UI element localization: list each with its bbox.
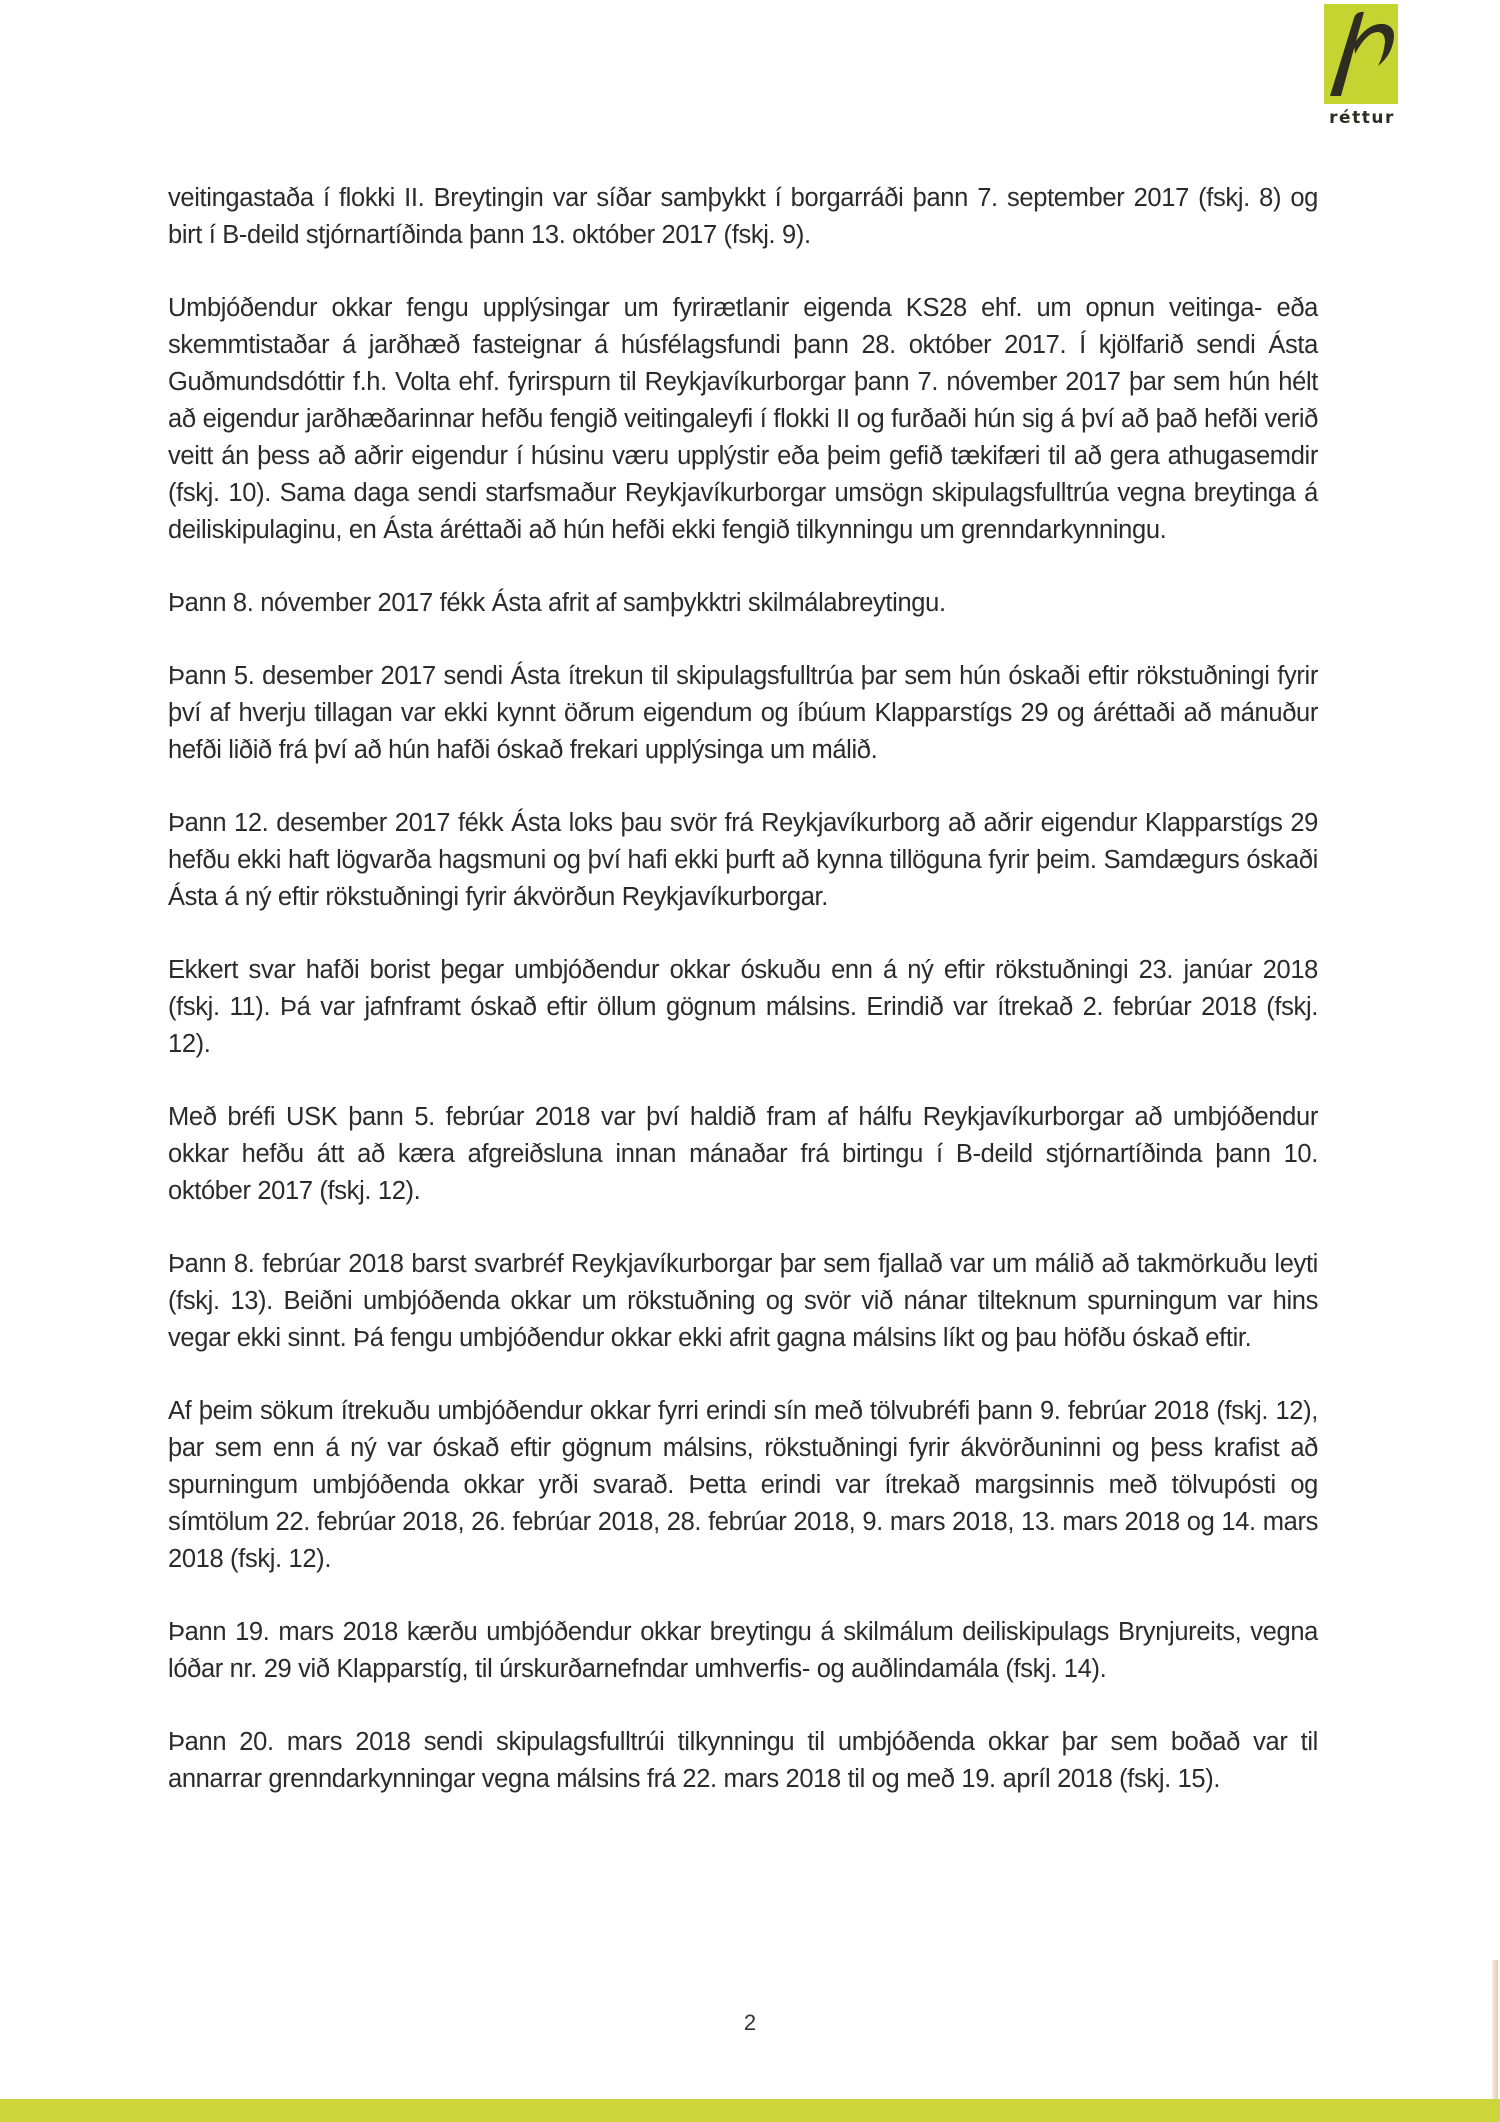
- paragraph-3: Þann 8. nóvember 2017 fékk Ásta afrit af samþykktri skilmálabreytingu.: [168, 589, 946, 617]
- paragraph-10: Þann 19. mars 2018 kærðu umbjóðendur okkar breytingu á skilmálum deiliskipulags Brynjureits, vegna lóðar nr. 29 við Klapparstíg, til úrskurðarnefndar umhverfis- og auðlindamála (fskj. 14).: [168, 1618, 1318, 1683]
- page-number: 2: [743, 2010, 757, 2035]
- footer-brand-bar: [0, 2099, 1500, 2122]
- paragraph-11: Þann 20. mars 2018 sendi skipulagsfulltrúi tilkynningu til umbjóðenda okkar þar sem boðað var til annarrar grenndarkynningar vegna málsins frá 22. mars 2018 til og með 19. apríl 2018 (fskj. 15).: [168, 1728, 1318, 1793]
- script-r-icon: [1324, 4, 1398, 104]
- logo-wordmark: réttur: [1329, 108, 1395, 128]
- rettur-logo: [1322, 2, 1402, 130]
- paragraph-1: veitingastaða í flokki II. Breytingin var síðar samþykkt í borgarráði þann 7. september 2017 (fskj. 8) og birt í B-deild stjórnartíðinda þann 13. október 2017 (fskj. 9).: [168, 184, 1318, 249]
- letter-body: [168, 180, 1318, 1834]
- paragraph-2: Umbjóðendur okkar fengu upplýsingar um fyrirætlanir eigenda KS28 ehf. um opnun veitinga- eða skemmtistaðar á jarðhæð fasteignar á húsfélagsfundi þann 28. október 2017. Í kjölfarið sendi Ásta Guðmundsdóttir f.h. Volta ehf. fyrirspurn til Reykjavíkurborgar þann 7. nóvember 2017 þar sem hún hélt að eigendur jarðhæðarinnar hefðu fengið veitingaleyfi í flokki II og furðaði hún sig á því að það hefði verið veitt án þess að aðrir eigendur í húsinu væru upplýstir eða þeim gefið tækifæri til að gera athugasemdir (fskj. 10). Sama daga sendi starfsmaður Reykjavíkurborgar umsögn skipulagsfulltrúa vegna breytinga á deiliskipulaginu, en Ásta áréttaði að hún hefði ekki fengið tilkynningu um grenndarkynningu.: [168, 294, 1318, 544]
- paragraph-7: Með bréfi USK þann 5. febrúar 2018 var því haldið fram af hálfu Reykjavíkurborgar að umbjóðendur okkar hefðu átt að kæra afgreiðsluna innan mánaðar frá birtingu í B-deild stjórnartíðinda þann 10. október 2017 (fskj. 12).: [168, 1103, 1318, 1205]
- paragraph-9: Af þeim sökum ítrekuðu umbjóðendur okkar fyrri erindi sín með tölvubréfi þann 9. febrúar 2018 (fskj. 12), þar sem enn á ný var óskað eftir gögnum málsins, rökstuðningi fyrir ákvörðuninni og þess krafist að spurningum umbjóðenda okkar yrði svarað. Þetta erindi var ítrekað margsinnis með tölvupósti og símtölum 22. febrúar 2018, 26. febrúar 2018, 28. febrúar 2018, 9. mars 2018, 13. mars 2018 og 14. mars 2018 (fskj. 12).: [168, 1397, 1318, 1573]
- paragraph-8: Þann 8. febrúar 2018 barst svarbréf Reykjavíkurborgar þar sem fjallað var um málið að takmörkuðu leyti (fskj. 13). Beiðni umbjóðenda okkar um rökstuðning og svör við nánar tilteknum spurningum var hins vegar ekki sinnt. Þá fengu umbjóðendur okkar ekki afrit gagna málsins líkt og þau höfðu óskað eftir.: [168, 1250, 1318, 1352]
- paragraph-4: Þann 5. desember 2017 sendi Ásta ítrekun til skipulagsfulltrúa þar sem hún óskaði eftir rökstuðningi fyrir því af hverju tillagan var ekki kynnt öðrum eigendum og íbúum Klapparstígs 29 og áréttaði að mánuður hefði liðið frá því að hún hafði óskað frekari upplýsinga um málið.: [168, 662, 1318, 764]
- paragraph-6: Ekkert svar hafði borist þegar umbjóðendur okkar óskuðu enn á ný eftir rökstuðningi 23. janúar 2018 (fskj. 11). Þá var jafnframt óskað eftir öllum gögnum málsins. Erindið var ítrekað 2. febrúar 2018 (fskj. 12).: [168, 956, 1318, 1058]
- logo-mark: [1324, 4, 1398, 104]
- scan-edge-artifact: [1492, 1960, 1498, 2100]
- paragraph-5: Þann 12. desember 2017 fékk Ásta loks þau svör frá Reykjavíkurborg að aðrir eigendur Klapparstígs 29 hefðu ekki haft lögvarða hagsmuni og því hafi ekki þurft að kynna tillöguna fyrir þeim. Samdægurs óskaði Ásta á ný eftir rökstuðningi fyrir ákvörðun Reykjavíkurborgar.: [168, 809, 1318, 911]
